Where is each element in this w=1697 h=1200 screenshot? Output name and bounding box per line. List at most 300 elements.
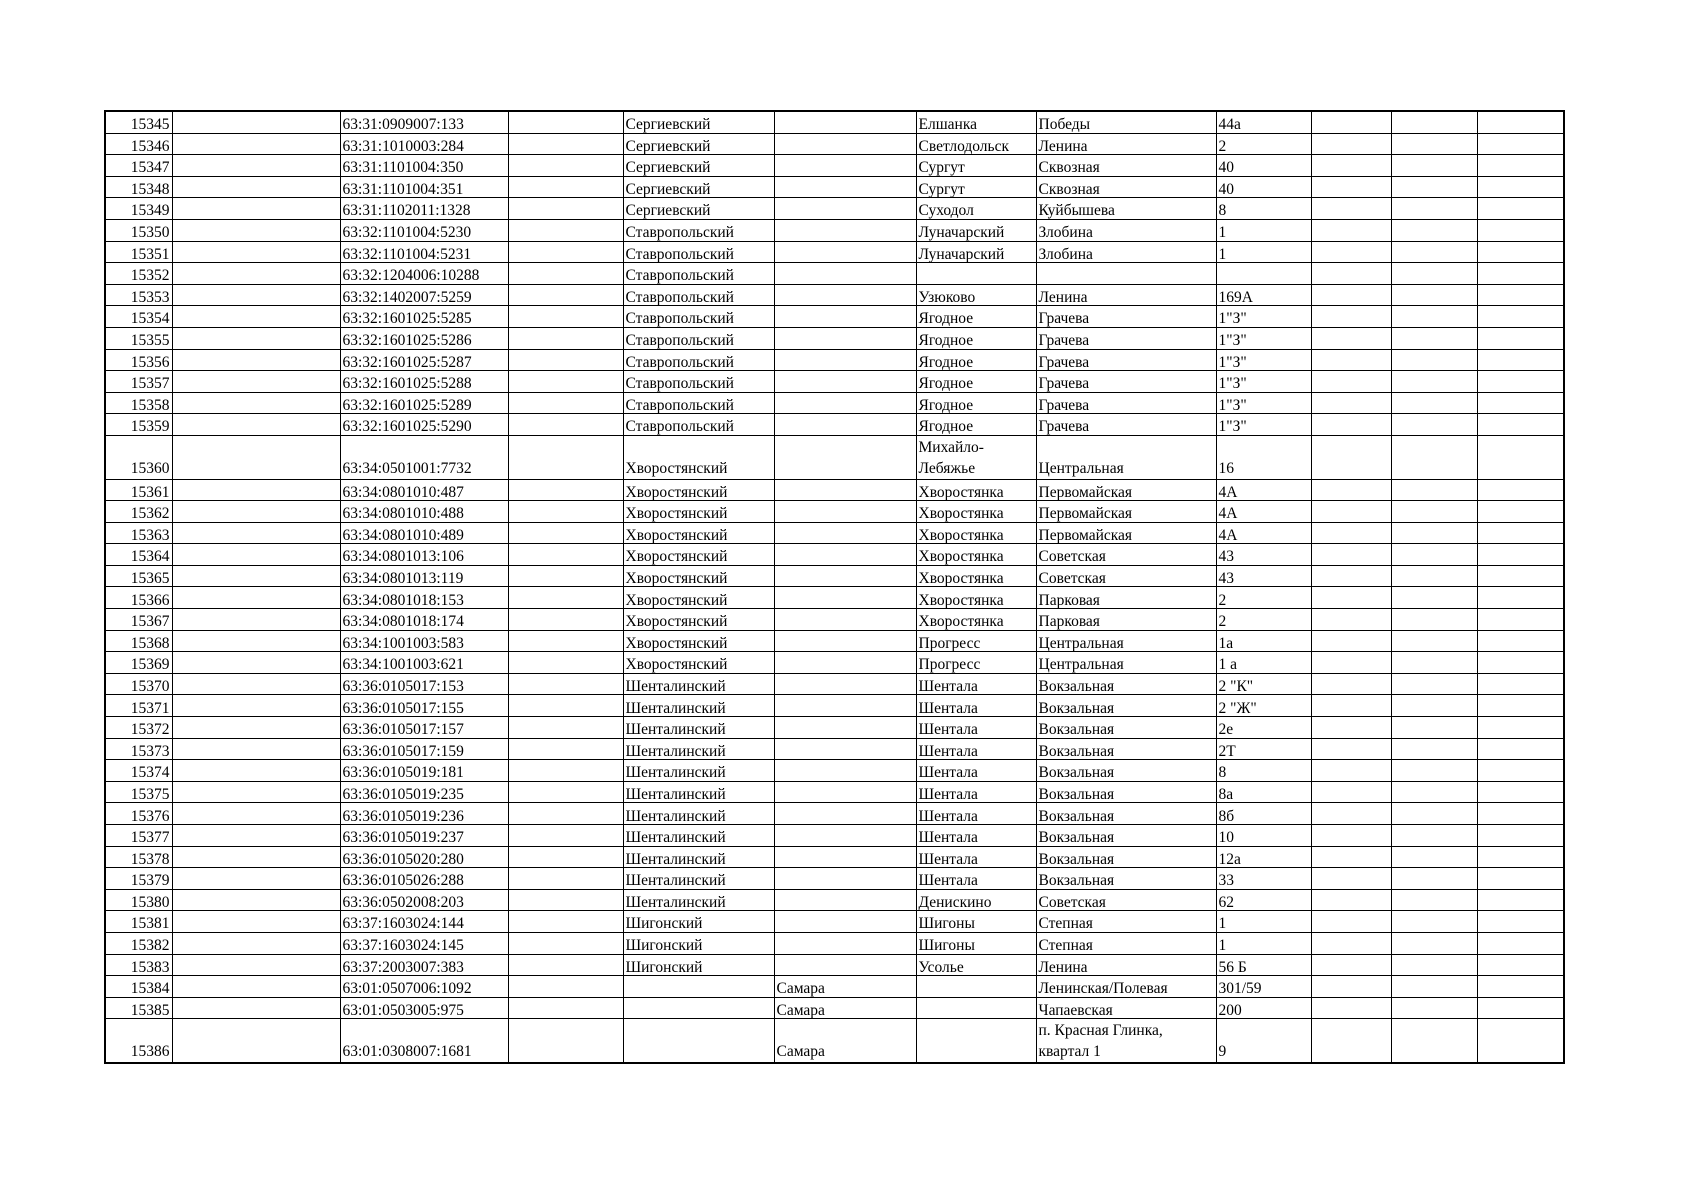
cell-col-j	[1311, 1019, 1391, 1063]
cell-city	[774, 717, 916, 739]
cell-col-b	[172, 738, 340, 760]
cell-cadastral-number: 63:36:0502008:203	[340, 889, 508, 911]
cell-col-b	[172, 241, 340, 263]
cell-col-d	[508, 932, 623, 954]
cell-col-j	[1311, 522, 1391, 544]
cell-cadastral-number: 63:37:1603024:145	[340, 932, 508, 954]
cell-col-d	[508, 1019, 623, 1063]
cell-col-l	[1477, 371, 1564, 393]
cell-city	[774, 911, 916, 933]
cell-col-b	[172, 306, 340, 328]
cell-col-d	[508, 241, 623, 263]
cell-street: Сквозная	[1036, 155, 1216, 177]
cell-row-number: 15360	[105, 435, 172, 479]
cell-col-j	[1311, 781, 1391, 803]
cell-col-b	[172, 911, 340, 933]
cell-street: Победы	[1036, 111, 1216, 133]
cell-row-number: 15382	[105, 932, 172, 954]
cell-cadastral-number: 63:36:0105017:159	[340, 738, 508, 760]
cell-house: 16	[1216, 435, 1311, 479]
cell-cadastral-number: 63:34:0801010:487	[340, 479, 508, 501]
cell-col-j	[1311, 284, 1391, 306]
cell-house	[1216, 263, 1311, 285]
cell-col-j	[1311, 652, 1391, 674]
cell-cadastral-number: 63:31:1101004:351	[340, 176, 508, 198]
cell-col-j	[1311, 997, 1391, 1019]
cell-row-number: 15367	[105, 609, 172, 631]
cell-col-d	[508, 219, 623, 241]
cell-district: Ставропольский	[623, 284, 774, 306]
cell-house: 10	[1216, 825, 1311, 847]
cell-locality: Шентала	[916, 673, 1036, 695]
cell-house: 8б	[1216, 803, 1311, 825]
cell-col-l	[1477, 241, 1564, 263]
cell-street: Вокзальная	[1036, 868, 1216, 890]
cell-col-j	[1311, 954, 1391, 976]
cell-col-k	[1391, 155, 1477, 177]
table-row	[105, 263, 1564, 285]
cell-col-d	[508, 738, 623, 760]
cell-district: Хворостянский	[623, 501, 774, 523]
table-row	[105, 306, 1564, 328]
cell-street: Чапаевская	[1036, 997, 1216, 1019]
cell-col-b	[172, 717, 340, 739]
cell-district: Хворостянский	[623, 522, 774, 544]
cell-row-number: 15348	[105, 176, 172, 198]
cell-district: Ставропольский	[623, 327, 774, 349]
cell-row-number: 15361	[105, 479, 172, 501]
cell-col-j	[1311, 371, 1391, 393]
table-row	[105, 284, 1564, 306]
cell-city	[774, 738, 916, 760]
cell-city	[774, 544, 916, 566]
cell-street: п. Красная Глинка, квартал 1	[1036, 1019, 1216, 1063]
cell-city	[774, 695, 916, 717]
cell-col-b	[172, 846, 340, 868]
table-row	[105, 241, 1564, 263]
cell-locality	[916, 997, 1036, 1019]
cell-street: Вокзальная	[1036, 738, 1216, 760]
cell-street: Первомайская	[1036, 522, 1216, 544]
cell-locality: Хворостянка	[916, 587, 1036, 609]
cell-street: Ленина	[1036, 133, 1216, 155]
cell-street: Вокзальная	[1036, 695, 1216, 717]
cell-city	[774, 868, 916, 890]
cell-cadastral-number: 63:34:1001003:583	[340, 630, 508, 652]
cell-city	[774, 932, 916, 954]
table-row	[105, 825, 1564, 847]
cell-col-k	[1391, 717, 1477, 739]
cell-district: Ставропольский	[623, 263, 774, 285]
cell-col-l	[1477, 717, 1564, 739]
cell-row-number: 15386	[105, 1019, 172, 1063]
cell-col-j	[1311, 435, 1391, 479]
cell-col-d	[508, 760, 623, 782]
table-row	[105, 501, 1564, 523]
cell-col-d	[508, 327, 623, 349]
cell-row-number: 15354	[105, 306, 172, 328]
cell-locality: Сургут	[916, 155, 1036, 177]
cell-col-l	[1477, 111, 1564, 133]
cell-street: Первомайская	[1036, 501, 1216, 523]
cell-cadastral-number: 63:36:0105017:157	[340, 717, 508, 739]
cell-col-k	[1391, 306, 1477, 328]
cell-house: 200	[1216, 997, 1311, 1019]
cell-col-k	[1391, 738, 1477, 760]
cell-col-b	[172, 133, 340, 155]
cell-locality: Денискино	[916, 889, 1036, 911]
cell-col-d	[508, 565, 623, 587]
cell-cadastral-number: 63:32:1402007:5259	[340, 284, 508, 306]
cell-cadastral-number: 63:32:1101004:5231	[340, 241, 508, 263]
cell-col-d	[508, 846, 623, 868]
cell-street: Советская	[1036, 889, 1216, 911]
cell-col-k	[1391, 673, 1477, 695]
cell-city	[774, 803, 916, 825]
cell-col-b	[172, 803, 340, 825]
cell-house: 56 Б	[1216, 954, 1311, 976]
cell-house: 2 "Ж"	[1216, 695, 1311, 717]
table-row	[105, 609, 1564, 631]
cell-col-l	[1477, 630, 1564, 652]
cell-city	[774, 198, 916, 220]
cell-house: 8а	[1216, 781, 1311, 803]
table-row	[105, 176, 1564, 198]
cell-col-j	[1311, 565, 1391, 587]
cell-row-number: 15378	[105, 846, 172, 868]
cell-house: 1	[1216, 219, 1311, 241]
cell-col-k	[1391, 479, 1477, 501]
cell-col-b	[172, 976, 340, 998]
cell-street: Грачева	[1036, 306, 1216, 328]
cell-col-k	[1391, 997, 1477, 1019]
cell-street: Грачева	[1036, 392, 1216, 414]
cell-house: 44а	[1216, 111, 1311, 133]
table-row	[105, 198, 1564, 220]
cell-city	[774, 846, 916, 868]
table-row	[105, 717, 1564, 739]
cell-col-b	[172, 219, 340, 241]
table-row	[105, 781, 1564, 803]
cell-col-d	[508, 630, 623, 652]
cell-row-number: 15358	[105, 392, 172, 414]
cell-col-d	[508, 479, 623, 501]
cell-col-d	[508, 111, 623, 133]
cell-col-l	[1477, 695, 1564, 717]
cell-city	[774, 176, 916, 198]
cell-district: Шенталинский	[623, 803, 774, 825]
cell-locality: Светлодольск	[916, 133, 1036, 155]
table-row	[105, 652, 1564, 674]
cell-row-number: 15346	[105, 133, 172, 155]
cell-city	[774, 501, 916, 523]
cell-col-k	[1391, 781, 1477, 803]
table-row	[105, 868, 1564, 890]
cell-col-d	[508, 717, 623, 739]
cell-col-d	[508, 652, 623, 674]
cell-col-l	[1477, 155, 1564, 177]
cell-district: Шенталинский	[623, 760, 774, 782]
cell-cadastral-number: 63:32:1601025:5285	[340, 306, 508, 328]
cell-col-j	[1311, 479, 1391, 501]
cell-col-l	[1477, 565, 1564, 587]
table-row	[105, 932, 1564, 954]
cell-city	[774, 889, 916, 911]
cell-district: Хворостянский	[623, 630, 774, 652]
cell-col-d	[508, 501, 623, 523]
cell-locality: Прогресс	[916, 630, 1036, 652]
cell-cadastral-number: 63:34:0801018:153	[340, 587, 508, 609]
cell-locality: Шентала	[916, 760, 1036, 782]
cell-col-j	[1311, 630, 1391, 652]
cell-col-k	[1391, 501, 1477, 523]
table-row	[105, 630, 1564, 652]
cell-city	[774, 760, 916, 782]
cell-row-number: 15353	[105, 284, 172, 306]
cell-house: 43	[1216, 544, 1311, 566]
cell-district: Ставропольский	[623, 371, 774, 393]
cell-col-l	[1477, 846, 1564, 868]
table-row	[105, 479, 1564, 501]
cell-cadastral-number: 63:36:0105017:155	[340, 695, 508, 717]
cell-col-j	[1311, 392, 1391, 414]
cell-city: Самара	[774, 1019, 916, 1063]
cell-col-j	[1311, 219, 1391, 241]
cell-col-j	[1311, 414, 1391, 436]
cell-col-j	[1311, 717, 1391, 739]
cell-locality: Узюково	[916, 284, 1036, 306]
cell-row-number: 15375	[105, 781, 172, 803]
table-row	[105, 349, 1564, 371]
cell-house: 2	[1216, 609, 1311, 631]
cell-locality: Михайло-Лебяжье	[916, 435, 1036, 479]
cell-col-j	[1311, 738, 1391, 760]
cell-row-number: 15356	[105, 349, 172, 371]
cell-col-j	[1311, 544, 1391, 566]
table-row	[105, 976, 1564, 998]
cell-col-b	[172, 414, 340, 436]
cell-col-b	[172, 327, 340, 349]
cell-street: Парковая	[1036, 609, 1216, 631]
cell-locality: Шентала	[916, 695, 1036, 717]
cell-locality: Елшанка	[916, 111, 1036, 133]
cell-col-k	[1391, 652, 1477, 674]
cell-locality: Шентала	[916, 846, 1036, 868]
cell-city	[774, 306, 916, 328]
cell-cadastral-number: 63:34:0801010:488	[340, 501, 508, 523]
cell-cadastral-number: 63:31:1101004:350	[340, 155, 508, 177]
cell-col-b	[172, 479, 340, 501]
cell-city	[774, 954, 916, 976]
cell-col-k	[1391, 868, 1477, 890]
cell-col-k	[1391, 587, 1477, 609]
cell-col-b	[172, 501, 340, 523]
cell-col-d	[508, 868, 623, 890]
cell-locality: Шентала	[916, 825, 1036, 847]
cell-district	[623, 976, 774, 998]
cell-street: Вокзальная	[1036, 846, 1216, 868]
cell-district: Шенталинский	[623, 825, 774, 847]
cell-street	[1036, 263, 1216, 285]
cell-street: Вокзальная	[1036, 803, 1216, 825]
cell-row-number: 15368	[105, 630, 172, 652]
cell-locality: Ягодное	[916, 306, 1036, 328]
cell-district: Хворостянский	[623, 652, 774, 674]
cell-locality: Ягодное	[916, 371, 1036, 393]
cell-col-l	[1477, 263, 1564, 285]
cell-col-l	[1477, 825, 1564, 847]
cell-col-d	[508, 587, 623, 609]
cell-cadastral-number: 63:32:1601025:5288	[340, 371, 508, 393]
cell-col-k	[1391, 284, 1477, 306]
cell-cadastral-number: 63:34:0801018:174	[340, 609, 508, 631]
cell-city	[774, 825, 916, 847]
cell-col-d	[508, 911, 623, 933]
table-row	[105, 911, 1564, 933]
cell-street: Степная	[1036, 932, 1216, 954]
cell-cadastral-number: 63:34:0501001:7732	[340, 435, 508, 479]
cell-col-d	[508, 176, 623, 198]
cell-col-b	[172, 587, 340, 609]
cell-locality: Шигоны	[916, 932, 1036, 954]
cell-cadastral-number: 63:36:0105019:237	[340, 825, 508, 847]
cell-col-b	[172, 1019, 340, 1063]
cell-locality: Хворостянка	[916, 565, 1036, 587]
cell-locality	[916, 1019, 1036, 1063]
cell-house: 12а	[1216, 846, 1311, 868]
cell-col-l	[1477, 392, 1564, 414]
cell-house: 301/59	[1216, 976, 1311, 998]
cell-locality: Шентала	[916, 717, 1036, 739]
cell-house: 4А	[1216, 501, 1311, 523]
cell-cadastral-number: 63:37:1603024:144	[340, 911, 508, 933]
cell-district: Ставропольский	[623, 414, 774, 436]
cell-row-number: 15384	[105, 976, 172, 998]
cell-col-l	[1477, 435, 1564, 479]
cell-col-l	[1477, 976, 1564, 998]
cell-house: 1"З"	[1216, 327, 1311, 349]
cell-col-d	[508, 997, 623, 1019]
cell-cadastral-number: 63:36:0105019:181	[340, 760, 508, 782]
cell-col-k	[1391, 609, 1477, 631]
cell-district: Шенталинский	[623, 889, 774, 911]
cell-locality: Усолье	[916, 954, 1036, 976]
cell-col-d	[508, 263, 623, 285]
cell-cadastral-number: 63:01:0308007:1681	[340, 1019, 508, 1063]
cell-col-k	[1391, 760, 1477, 782]
cell-locality: Шентала	[916, 781, 1036, 803]
table-row	[105, 803, 1564, 825]
cell-col-k	[1391, 176, 1477, 198]
cell-city	[774, 522, 916, 544]
cell-col-l	[1477, 284, 1564, 306]
cell-house: 1"З"	[1216, 349, 1311, 371]
cell-city	[774, 630, 916, 652]
cell-city	[774, 435, 916, 479]
table-row	[105, 997, 1564, 1019]
cell-street: Ленина	[1036, 954, 1216, 976]
cell-col-l	[1477, 327, 1564, 349]
cell-col-b	[172, 392, 340, 414]
cell-col-k	[1391, 544, 1477, 566]
cell-cadastral-number: 63:36:0105017:153	[340, 673, 508, 695]
cell-district: Шенталинский	[623, 673, 774, 695]
cell-street: Грачева	[1036, 349, 1216, 371]
cell-street: Центральная	[1036, 435, 1216, 479]
cell-cadastral-number: 63:01:0507006:1092	[340, 976, 508, 998]
cell-col-b	[172, 284, 340, 306]
cell-col-k	[1391, 932, 1477, 954]
cell-col-l	[1477, 544, 1564, 566]
cell-row-number: 15347	[105, 155, 172, 177]
cell-col-b	[172, 522, 340, 544]
cell-street: Грачева	[1036, 371, 1216, 393]
cell-locality: Прогресс	[916, 652, 1036, 674]
cell-col-k	[1391, 1019, 1477, 1063]
cell-col-d	[508, 825, 623, 847]
cell-house: 1 а	[1216, 652, 1311, 674]
cell-col-k	[1391, 414, 1477, 436]
cell-street: Вокзальная	[1036, 760, 1216, 782]
cell-district: Шигонский	[623, 954, 774, 976]
cell-cadastral-number: 63:32:1601025:5287	[340, 349, 508, 371]
cell-house: 1	[1216, 932, 1311, 954]
cell-col-b	[172, 673, 340, 695]
cell-house: 2 "К"	[1216, 673, 1311, 695]
table-row	[105, 435, 1564, 479]
cell-district: Сергиевский	[623, 198, 774, 220]
cell-row-number: 15352	[105, 263, 172, 285]
cell-col-j	[1311, 587, 1391, 609]
table-row	[105, 846, 1564, 868]
cell-city	[774, 349, 916, 371]
table-row	[105, 565, 1564, 587]
cell-district	[623, 1019, 774, 1063]
cell-col-j	[1311, 349, 1391, 371]
cell-street: Злобина	[1036, 241, 1216, 263]
cell-col-k	[1391, 392, 1477, 414]
cell-col-l	[1477, 738, 1564, 760]
cell-col-l	[1477, 133, 1564, 155]
cell-cadastral-number: 63:32:1601025:5286	[340, 327, 508, 349]
cell-city: Самара	[774, 997, 916, 1019]
cell-house: 9	[1216, 1019, 1311, 1063]
cell-street: Степная	[1036, 911, 1216, 933]
cell-street: Грачева	[1036, 327, 1216, 349]
cell-city	[774, 609, 916, 631]
cell-cadastral-number: 63:01:0503005:975	[340, 997, 508, 1019]
cell-col-j	[1311, 760, 1391, 782]
cell-col-k	[1391, 133, 1477, 155]
cell-cadastral-number: 63:32:1601025:5290	[340, 414, 508, 436]
cell-cadastral-number: 63:36:0105020:280	[340, 846, 508, 868]
cell-row-number: 15350	[105, 219, 172, 241]
cell-col-d	[508, 284, 623, 306]
cell-col-j	[1311, 501, 1391, 523]
cell-street: Парковая	[1036, 587, 1216, 609]
cell-col-b	[172, 825, 340, 847]
cell-district: Ставропольский	[623, 241, 774, 263]
cell-cadastral-number: 63:31:0909007:133	[340, 111, 508, 133]
cell-col-j	[1311, 846, 1391, 868]
cell-city	[774, 111, 916, 133]
cell-cadastral-number: 63:36:0105019:235	[340, 781, 508, 803]
cell-row-number: 15377	[105, 825, 172, 847]
cell-house: 1"З"	[1216, 392, 1311, 414]
cell-col-d	[508, 889, 623, 911]
cell-col-k	[1391, 565, 1477, 587]
cell-district: Шигонский	[623, 932, 774, 954]
